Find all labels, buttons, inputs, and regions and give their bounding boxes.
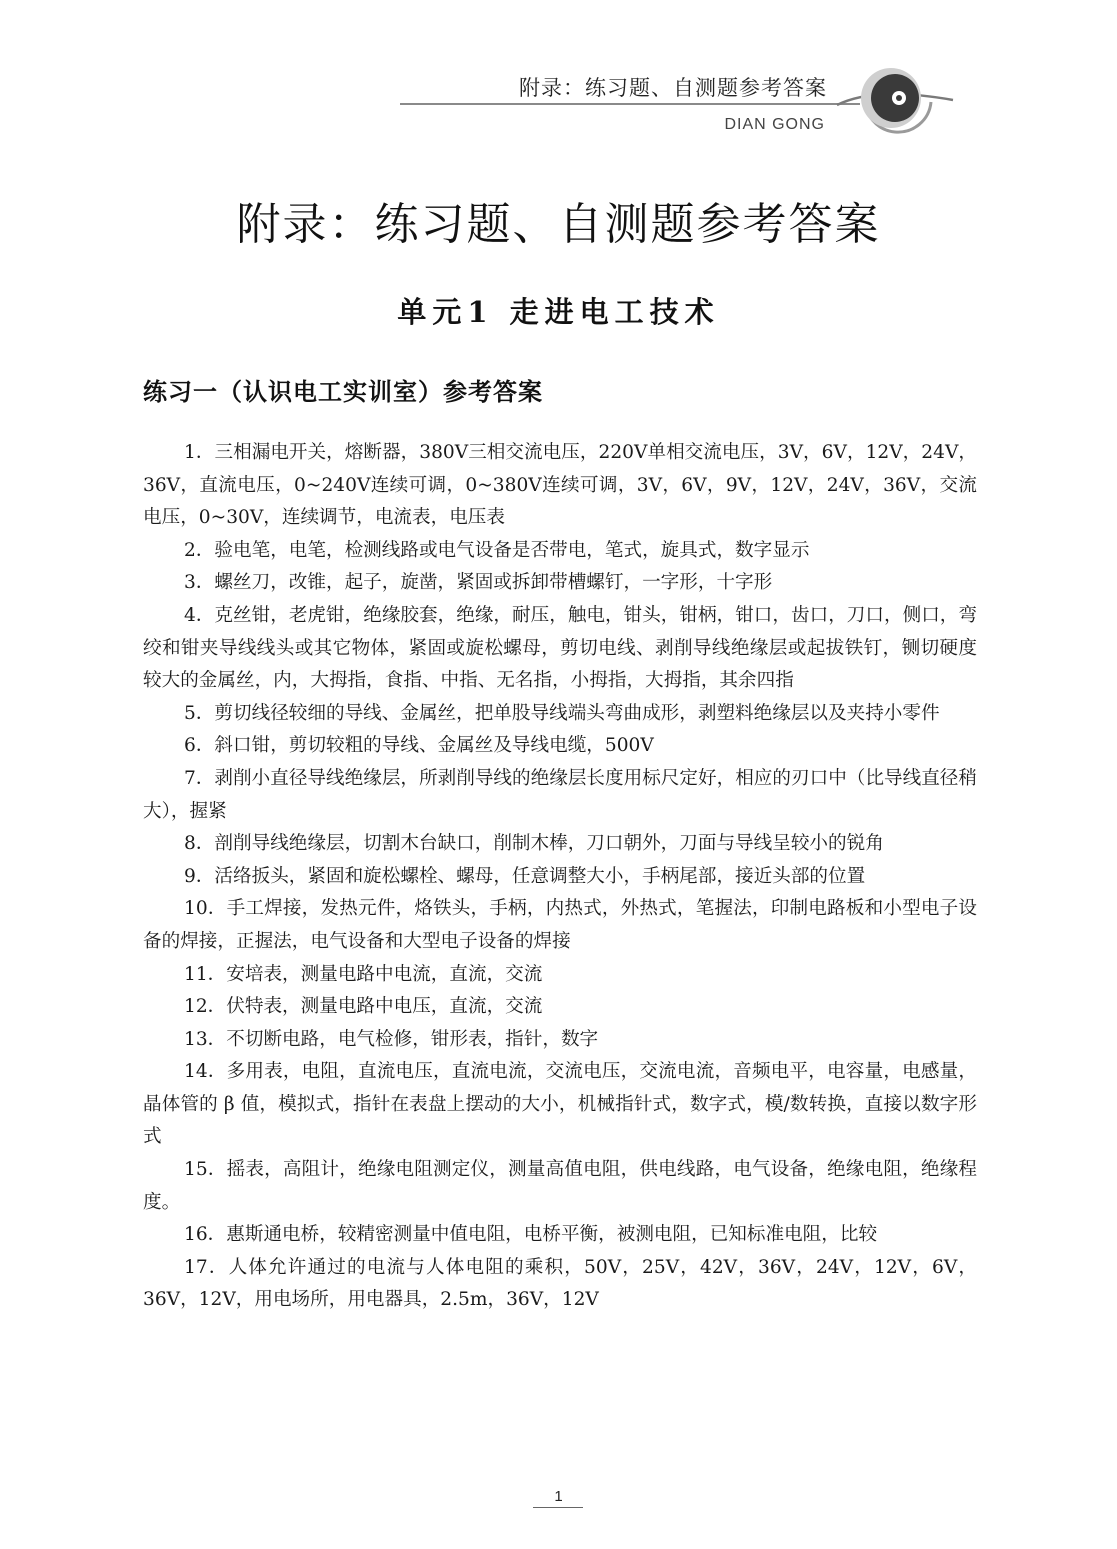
- answer-item-17: 17．人体允许通过的电流与人体电阻的乘积，50V，25V，42V，36V，24V，12V，6V，36V，12V，用电场所，用电器具，2.5m，36V，12V: [143, 1256, 977, 1311]
- running-header-title: 附录：练习题、自测题参考答案: [519, 76, 827, 100]
- answer-item-13: 13．不切断电路，电气检修，钳形表，指针，数字: [184, 1028, 599, 1050]
- answer-item-2: 2．验电笔，电笔，检测线路或电气设备是否带电，笔式，旋具式，数字显示: [184, 539, 810, 561]
- page-number: 1: [554, 1488, 563, 1505]
- answer-item-3: 3．螺丝刀，改锥，起子，旋凿，紧固或拆卸带槽螺钉，一字形，十字形: [184, 572, 773, 594]
- answer-item-8: 8．剖削导线绝缘层，切割木台缺口，削制木棒，刀口朝外，刀面与导线呈较小的锐角: [184, 833, 884, 855]
- page-title: 附录：练习题、自测题参考答案: [236, 199, 881, 250]
- answer-item-12: 12．伏特表，测量电路中电压，直流，交流: [184, 996, 543, 1018]
- answer-item-9: 9．活络扳头，紧固和旋松螺栓、螺母，任意调整大小，手柄尾部，接近头部的位置: [184, 865, 866, 887]
- answer-item-10: 10．手工焊接，发热元件，烙铁头，手柄，内热式，外热式，笔握法，印制电路板和小型电子设备的焊接，正握法，电气设备和大型电子设备的焊接: [143, 898, 977, 952]
- running-header: [0, 0, 1117, 160]
- answer-item-14: 14．多用表，电阻，直流电压，直流电流，交流电压，交流电流，音频电平，电容量，电感量，晶体管的 β 值，模拟式，指针在表盘上摆动的大小，机械指针式，数字式，模/数转换，直接以数字形式: [143, 1061, 977, 1148]
- answer-item-4: 4．克丝钳，老虎钳，绝缘胶套，绝缘，耐压，触电，钳头，钳柄，钳口，齿口，刀口，侧口，弯绞和钳夹导线线头或其它物体，紧固或旋松螺母，剪切电线、剥削导线绝缘层或起拔铁钉，铡切硬度较大的金属丝，内，大拇指，食指、中指、无名指，小拇指，大拇指，其余四指: [143, 604, 977, 692]
- running-header-subtitle: DIAN GONG: [724, 116, 825, 133]
- answer-item-5: 5．剪切线径较细的导线、金属丝，把单股导线端头弯曲成形，剥塑料绝缘层以及夹持小零件: [184, 702, 940, 724]
- answer-item-7: 7．剥削小直径导线绝缘层，所剥削导线的绝缘层长度用标尺定好，相应的刃口中（比导线直径稍大），握紧: [143, 767, 977, 822]
- answer-item-1: 1．三相漏电开关，熔断器，380V三相交流电压，220V单相交流电压，3V，6V，12V，24V，36V，直流电压，0~240V连续可调，0~380V连续可调，3V，6V，9V，12V，24V，36V，交流电压，0~30V，连续调节，电流表，电压表: [143, 442, 977, 529]
- unit-title: 单元1 走进电工技术: [397, 295, 720, 329]
- answer-item-6: 6．斜口钳，剪切较粗的导线、金属丝及导线电缆，500V: [184, 735, 654, 757]
- section-title: 练习一（认识电工实训室）参考答案: [143, 377, 543, 406]
- eye-circle-logo-icon: [835, 62, 960, 142]
- footer-rule: [533, 1507, 583, 1508]
- answer-list: [143, 437, 977, 1317]
- running-header-rule: [400, 103, 860, 105]
- answer-item-16: 16．惠斯通电桥，较精密测量中值电阻，电桥平衡，被测电阻，已知标准电阻，比较: [184, 1224, 878, 1246]
- answer-item-15: 15．摇表，高阻计，绝缘电阻测定仪，测量高值电阻，供电线路，电气设备，绝缘电阻，绝缘程度。: [143, 1159, 977, 1213]
- answer-item-11: 11．安培表，测量电路中电流，直流，交流: [184, 963, 543, 985]
